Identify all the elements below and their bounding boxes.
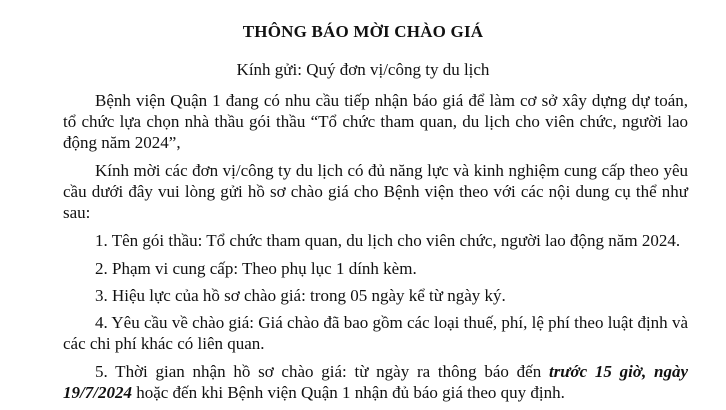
item-1: 1. Tên gói thầu: Tổ chức tham quan, du lịch cho viên chức, người lao động năm 2024. xyxy=(95,231,681,250)
item-5 xyxy=(63,361,688,403)
item-5-deadline: trước 15 giờ, ngày 19/7/2024 xyxy=(63,362,688,402)
item-4: 4. Yêu cầu về chào giá: Giá chào đã bao gồm các loại thuế, phí, lệ phí theo luật định và các chi phí khác có liên quan. xyxy=(63,313,688,353)
item-5-prefix: 5. Thời gian nhận hồ sơ chào giá: từ ngày ra thông báo đến xyxy=(95,362,549,381)
intro-paragraph: Bệnh viện Quận 1 đang có nhu cầu tiếp nhận báo giá để làm cơ sở xây dựng dự toán, tổ chức lựa chọn nhà thầu gói thầu “Tổ chức tham quan, du lịch cho viên chức, người lao động năm 2024”, xyxy=(63,91,688,152)
greeting-line: Kính gửi: Quý đơn vị/công ty du lịch xyxy=(236,60,490,79)
invitation-paragraph: Kính mời các đơn vị/công ty du lịch có đủ năng lực và kinh nghiệm cung cấp theo yêu cầu dưới đây vui lòng gửi hồ sơ chào giá cho Bệnh viện theo với các nội dung cụ thể như sau: xyxy=(63,161,688,222)
document-title: THÔNG BÁO MỜI CHÀO GIÁ xyxy=(242,22,484,41)
item-3: 3. Hiệu lực của hồ sơ chào giá: trong 05 ngày kể từ ngày ký. xyxy=(95,286,506,305)
item-2: 2. Phạm vi cung cấp: Theo phụ lục 1 dính kèm. xyxy=(95,259,417,278)
document-body xyxy=(63,90,688,410)
item-5-suffix: hoặc đến khi Bệnh viện Quận 1 nhận đủ báo giá theo quy định. xyxy=(131,383,565,402)
